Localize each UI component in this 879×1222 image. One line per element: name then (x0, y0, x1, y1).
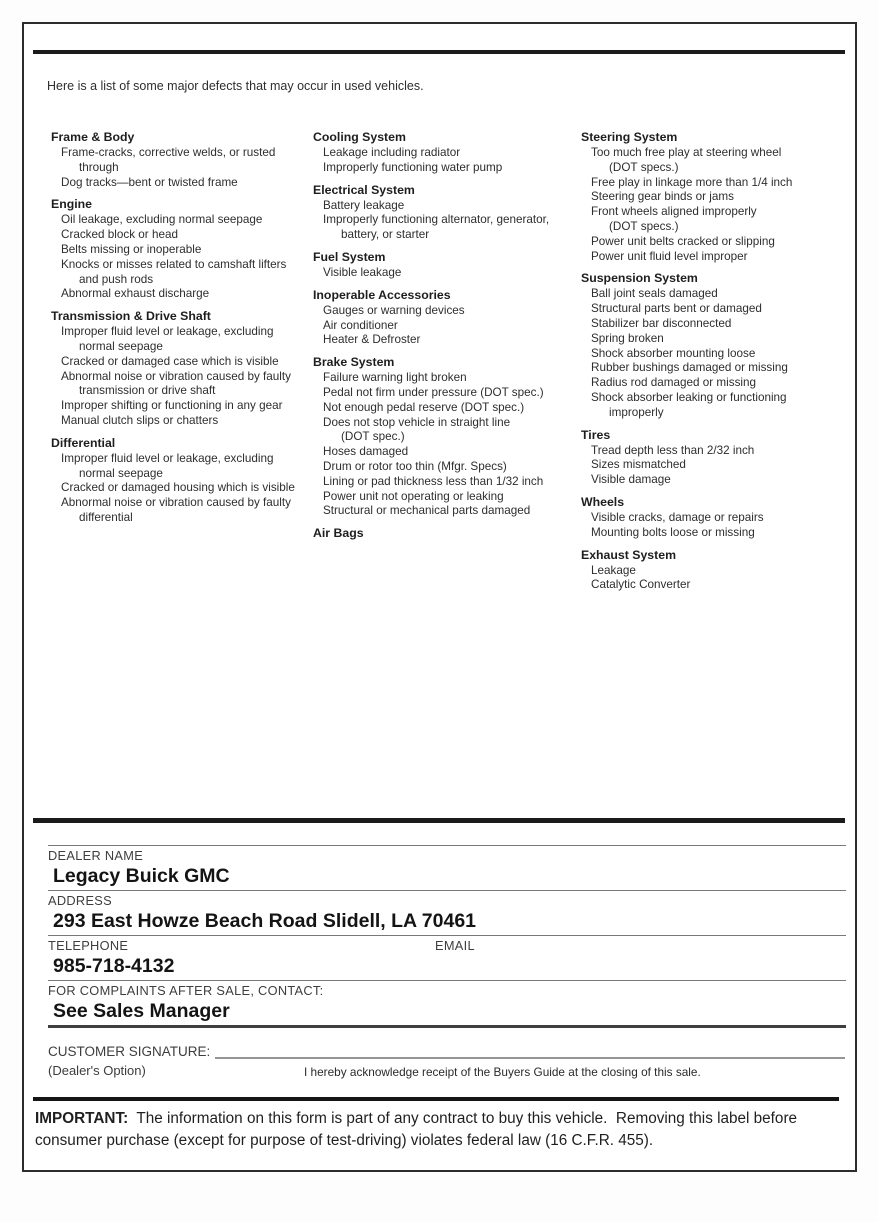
defect-section-title: Steering System (581, 130, 678, 144)
complaints-contact-value: See Sales Manager (53, 1000, 230, 1022)
important-divider-rule (33, 1097, 839, 1101)
defects-column-3 (581, 130, 829, 593)
defect-section (51, 309, 301, 429)
defect-item: Leakage (591, 563, 636, 577)
telephone-email-row (48, 935, 846, 980)
defect-item: Battery leakage (323, 198, 405, 212)
defect-item: Stabilizer bar disconnected (591, 316, 732, 330)
defect-item: Steering gear binds or jams (591, 190, 734, 204)
defect-item: Drum or rotor too thin (Mfgr. Specs) (323, 459, 507, 473)
address-row (48, 890, 846, 935)
defect-section-title: Wheels (581, 494, 625, 509)
defect-item: Visible leakage (323, 265, 402, 279)
defect-item: Tread depth less than 2/32 inch (591, 443, 755, 457)
defect-section-title: Electrical System (313, 182, 415, 197)
defects-list (51, 130, 851, 593)
telephone-value: 985-718-4132 (53, 955, 175, 977)
dealer-name-row (48, 845, 846, 890)
defect-section (581, 271, 829, 420)
defect-item: Shock absorber leaking or functioning improperly (591, 390, 787, 419)
dealer-info-section (24, 818, 855, 1028)
defect-item: Ball joint seals damaged (591, 287, 718, 301)
defect-item: Belts missing or inoperable (61, 242, 202, 256)
customer-signature-label: CUSTOMER SIGNATURE: (48, 1044, 211, 1059)
defect-item: Not enough pedal reserve (DOT spec.) (323, 400, 525, 414)
defect-item: Dog tracks—bent or twisted frame (61, 175, 238, 189)
defect-section-title: Cooling System (313, 130, 406, 144)
defect-item: Catalytic Converter (591, 578, 691, 592)
defect-section-title: Fuel System (313, 249, 386, 264)
defect-item: Does not stop vehicle in straight line (DOT spec.) (323, 415, 511, 444)
complaints-contact-row (48, 980, 846, 1028)
defect-item: Heater & Defroster (323, 333, 421, 347)
address-label: ADDRESS (48, 893, 112, 908)
defect-section-title: Differential (51, 435, 116, 450)
defect-section-title: Inoperable Accessories (313, 287, 451, 302)
address-value: 293 East Howze Beach Road Slidell, LA 70461 (53, 910, 477, 932)
defect-section (581, 548, 829, 594)
defect-item: Knocks or misses related to camshaft lifters and push rods (61, 257, 287, 286)
defect-item: Failure warning light broken (323, 371, 467, 385)
defects-column-2 (313, 130, 575, 542)
defect-item: Hoses damaged (323, 445, 409, 459)
defect-item: Leakage including radiator (323, 146, 461, 159)
defect-item: Shock absorber mounting loose (591, 346, 756, 360)
defect-item: Spring broken (591, 331, 664, 345)
defect-section (581, 495, 829, 541)
defect-item: Pedal not firm under pressure (DOT spec.) (323, 385, 544, 399)
defect-item: Frame-cracks, corrective welds, or rusted through (61, 146, 276, 174)
defect-section (51, 436, 301, 526)
defect-item: Cracked block or head (61, 228, 178, 242)
defect-item: Front wheels aligned improperly (DOT specs.) (591, 205, 757, 233)
section-divider-rule (33, 818, 845, 823)
defect-section (313, 183, 575, 243)
top-divider-rule (33, 50, 845, 54)
important-notice-section (24, 1097, 855, 1151)
defect-section (581, 428, 829, 488)
complaints-contact-label: FOR COMPLAINTS AFTER SALE, CONTACT: (48, 983, 324, 998)
defect-section-title: Brake System (313, 355, 395, 370)
defect-item: Improper shifting or functioning in any gear (61, 399, 283, 413)
defect-section-title: Exhaust System (581, 547, 677, 562)
defect-item: Oil leakage, excluding normal seepage (61, 213, 263, 227)
defect-section (51, 130, 301, 190)
defect-item: Abnormal noise or vibration caused by faulty differential (61, 496, 291, 524)
defect-item: Air conditioner (323, 318, 398, 332)
defects-column-1 (51, 130, 301, 526)
defect-item: Visible damage (591, 473, 671, 487)
defect-section (581, 130, 829, 264)
defect-section (313, 250, 575, 281)
customer-signature-section (48, 1044, 845, 1079)
defect-item: Improperly functioning alternator, generator, battery, or starter (323, 213, 550, 242)
defect-section-title: Transmission & Drive Shaft (51, 309, 211, 324)
defect-section (313, 355, 575, 519)
defect-item: Visible cracks, damage or repairs (591, 510, 764, 524)
dealer-name-label: DEALER NAME (48, 848, 144, 863)
dealers-option-note: (Dealer's Option) (48, 1063, 146, 1078)
defect-item: Power unit not operating or leaking (323, 489, 504, 503)
defect-item: Improper fluid level or leakage, excluding normal seepage (61, 325, 274, 353)
important-body: The information on this form is part of any contract to buy this vehicle. Removing this label before consumer purchase (except for purpose of test-driving) violates federal law (16 C.F.R. 455). (35, 1110, 802, 1149)
email-label: EMAIL (435, 938, 475, 953)
defects-intro-text: Here is a list of some major defects that may occur in used vehicles. (47, 79, 424, 93)
defect-section-title: Tires (581, 427, 611, 442)
defect-section (313, 130, 575, 176)
defect-item: Rubber bushings damaged or missing (591, 361, 788, 375)
defect-section (313, 526, 575, 541)
defect-item: Too much free play at steering wheel (DOT specs.) (591, 146, 782, 174)
defect-item: Cracked or damaged case which is visible (61, 354, 279, 368)
defect-section-title: Suspension System (581, 271, 698, 286)
defect-item: Structural parts bent or damaged (591, 302, 762, 316)
telephone-label: TELEPHONE (48, 938, 129, 953)
defect-item: Cracked or damaged housing which is visible (61, 481, 295, 495)
acknowledgment-text: I hereby acknowledge receipt of the Buyers Guide at the closing of this sale. (304, 1065, 701, 1079)
buyers-guide-back-page (22, 22, 857, 1172)
defect-item: Radius rod damaged or missing (591, 376, 757, 390)
defect-item: Improperly functioning water pump (323, 160, 503, 174)
dealer-form-rows (48, 845, 846, 1028)
customer-signature-line (215, 1046, 845, 1059)
defect-item: Manual clutch slips or chatters (61, 413, 219, 427)
defect-item: Abnormal noise or vibration caused by faulty transmission or drive shaft (61, 369, 291, 398)
important-label: IMPORTANT: (35, 1110, 129, 1127)
defect-item: Power unit fluid level improper (591, 249, 748, 263)
defect-item: Structural or mechanical parts damaged (323, 504, 531, 518)
defect-item: Sizes mismatched (591, 458, 686, 472)
defect-item: Gauges or warning devices (323, 303, 465, 317)
defect-section (313, 288, 575, 348)
defect-item: Improper fluid level or leakage, excluding normal seepage (61, 451, 274, 480)
defect-item: Mounting bolts loose or missing (591, 525, 755, 539)
defect-section-title: Air Bags (313, 526, 364, 541)
dealer-name-value: Legacy Buick GMC (53, 865, 230, 887)
defect-item: Power unit belts cracked or slipping (591, 234, 775, 248)
defect-section (51, 197, 301, 302)
defect-item: Abnormal exhaust discharge (61, 287, 210, 301)
defect-section-title: Frame & Body (51, 130, 135, 144)
defect-item: Lining or pad thickness less than 1/32 inch (323, 474, 544, 488)
important-notice-text (35, 1108, 837, 1151)
email-value (435, 953, 440, 980)
defect-section-title: Engine (51, 197, 92, 212)
defect-item: Free play in linkage more than 1/4 inch (591, 175, 793, 189)
